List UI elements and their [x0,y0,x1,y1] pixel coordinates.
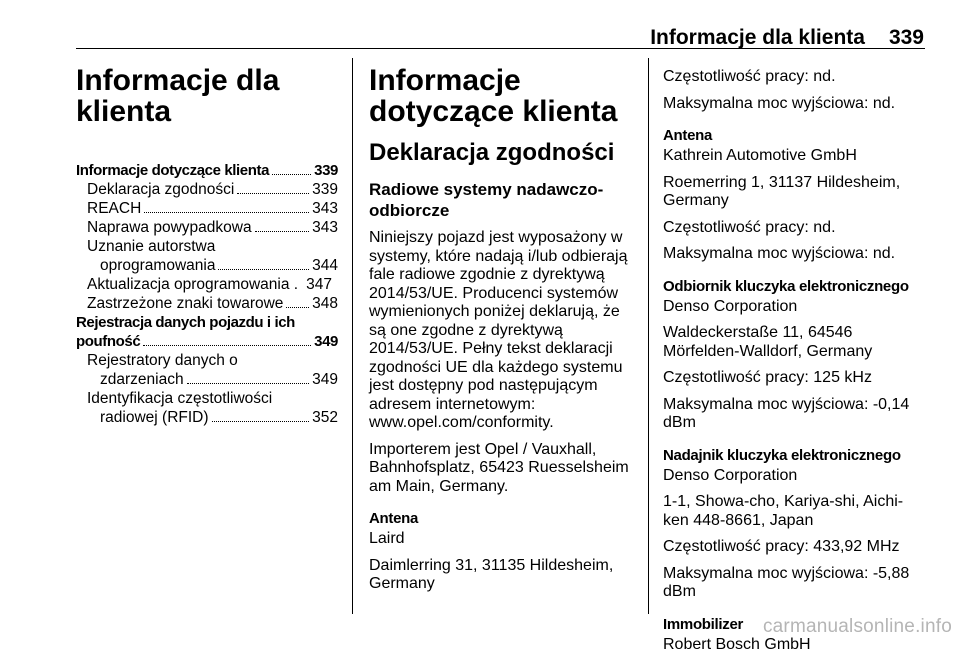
device-title: Nadajnik kluczyka elektronicznego [663,447,928,465]
toc-entry[interactable]: radiowej (RFID) 352 [76,408,338,427]
device-company: Denso Corporation [663,467,928,486]
topic-title: Radiowe systemy nadawczo-odbiorcze [369,179,639,221]
page-number: 339 [889,26,924,49]
watermark: carmanualsonline.info [763,616,952,638]
subsection-title: Deklaracja zgodności [369,139,639,166]
toc-entry[interactable]: oprogramowania 344 [76,256,338,275]
column-divider [352,58,353,614]
table-of-contents [76,161,338,427]
toc-entry[interactable]: Naprawa powypadkowa 343 [76,218,338,237]
importer-paragraph: Importerem jest Opel / Vauxhall, Bahnhofsplatz, 65423 Ruesselsheim am Main, Germany. [369,441,639,497]
device-title: Antena [663,127,928,145]
toc-entry-section[interactable]: Informacje dotyczące klienta 339 [76,161,338,180]
device-frequency: Częstotliwość pracy: 125 kHz [663,369,928,388]
toc-entry-section[interactable]: poufność 349 [76,332,338,351]
toc-entry-line1[interactable]: Identyfikacja częstotliwości [76,389,338,408]
toc-entry[interactable]: Zastrzeżone znaki towarowe 348 [76,294,338,313]
device-company: Denso Corporation [663,298,928,317]
device-company: Laird [369,530,639,549]
device-power: Maksymalna moc wyjściowa: nd. [663,245,928,264]
running-header [650,26,924,50]
device-company: Kathrein Automotive GmbH [663,147,928,166]
toc-entry[interactable]: zdarzeniach 349 [76,370,338,389]
content-column-1 [369,58,639,594]
section-title: Informacje dotyczące klienta [369,65,639,127]
content-column-2 [663,58,928,654]
device-frequency: Częstotliwość pracy: nd. [663,219,928,238]
header-rule [76,48,925,49]
device-address: Daimlerring 31, 31135 Hildesheim, Germany [369,557,639,594]
chapter-title: Informacje dla klienta [76,65,338,127]
device-title: Antena [369,510,639,528]
toc-entry[interactable]: REACH 343 [76,199,338,218]
toc-entry[interactable]: Aktualizacja oprogramowania . 347 [76,275,338,294]
device-power: Maksymalna moc wyjściowa: -5,88 dBm [663,565,928,602]
toc-entry-line1[interactable]: Rejestratory danych o [76,351,338,370]
device-address: Waldeckerstaße 11, 64546 Mörfelden-Walldorf, Germany [663,324,928,361]
toc-column [76,58,338,427]
device-frequency: Częstotliwość pracy: nd. [663,68,928,87]
column-divider [648,58,649,614]
device-address: Roemerring 1, 31137 Hildesheim, Germany [663,174,928,211]
device-power: Maksymalna moc wyjściowa: nd. [663,95,928,114]
toc-entry[interactable]: Deklaracja zgodności 339 [76,180,338,199]
device-address: 1-1, Showa-cho, Kariya-shi, Aichi-ken 448-8661, Japan [663,493,928,530]
device-title: Odbiornik kluczyka elektronicznego [663,278,928,296]
toc-entry-section-line1[interactable]: Rejestracja danych pojazdu i ich [76,313,338,332]
running-header-title: Informacje dla klienta [650,26,865,49]
toc-entry-line1[interactable]: Uznanie autorstwa [76,237,338,256]
device-frequency: Częstotliwość pracy: 433,92 MHz [663,538,928,557]
intro-paragraph: Niniejszy pojazd jest wyposażony w systemy, które nadają i/lub odbierają fale radiowe zgodnie z dyrektywą 2014/53/UE. Producenci systemów wymienionych poniżej deklarują, że są one zgodne z dyrektywą 2014/53/UE. Pełny tekst deklaracji zgodności UE dla każdego systemu jest dostępny pod następującym adresem internetowym: www.opel.com/conformity. [369,229,639,433]
device-title: Immobilizer [663,616,928,634]
device-power: Maksymalna moc wyjściowa: -0,14 dBm [663,396,928,433]
device-company: Robert Bosch GmbH [663,636,928,654]
